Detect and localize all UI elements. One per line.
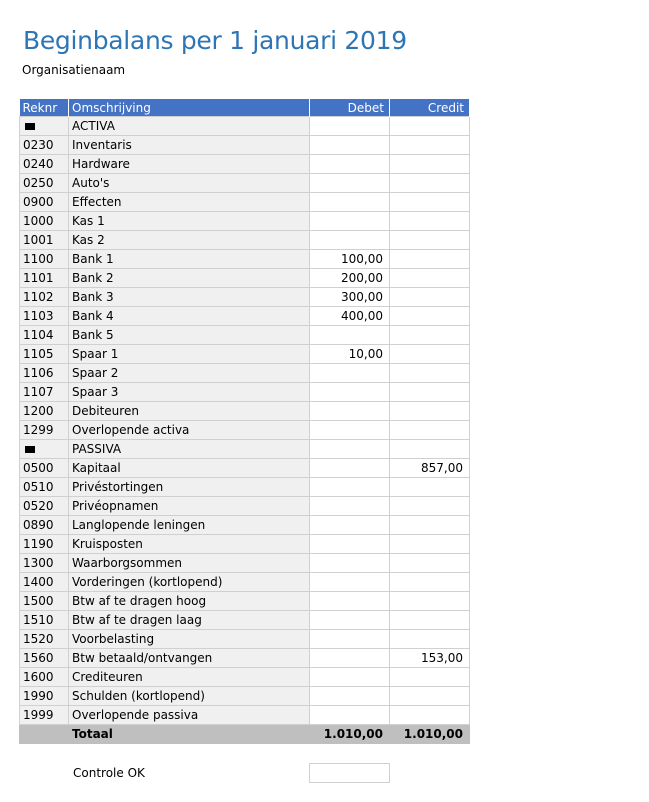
table-row [20, 478, 470, 497]
reknr-cell[interactable]: 1510 [20, 611, 69, 630]
debet-cell[interactable] [310, 668, 390, 687]
total-credit[interactable]: 1.010,00 [390, 725, 470, 744]
omschrijving-cell[interactable]: Crediteuren [69, 668, 310, 687]
reknr-cell[interactable]: 1106 [20, 364, 69, 383]
table-row [20, 573, 470, 592]
omschrijving-cell[interactable]: Voorbelasting [69, 630, 310, 649]
table-row [20, 630, 470, 649]
table-row [20, 554, 470, 573]
credit-cell[interactable] [390, 592, 470, 611]
omschrijving-cell[interactable]: Btw af te dragen hoog [69, 592, 310, 611]
credit-cell[interactable] [390, 497, 470, 516]
debet-cell[interactable] [310, 383, 390, 402]
section-row [20, 117, 470, 136]
reknr-cell[interactable]: 0900 [20, 193, 69, 212]
reknr-cell[interactable]: 1101 [20, 269, 69, 288]
omschrijving-cell[interactable]: Privéopnamen [69, 497, 310, 516]
reknr-cell[interactable]: 1520 [20, 630, 69, 649]
reknr-cell[interactable]: 0240 [20, 155, 69, 174]
debet-cell[interactable] [310, 212, 390, 231]
credit-cell[interactable] [390, 155, 470, 174]
omschrijving-cell[interactable]: Btw af te dragen laag [69, 611, 310, 630]
debet-cell[interactable] [310, 326, 390, 345]
credit-cell[interactable] [390, 136, 470, 155]
page-title: Beginbalans per 1 januari 2019 [23, 26, 407, 55]
credit-cell[interactable] [390, 117, 470, 136]
credit-cell[interactable] [390, 307, 470, 326]
credit-cell[interactable] [390, 193, 470, 212]
debet-cell[interactable] [310, 554, 390, 573]
omschrijving-cell[interactable]: Bank 2 [69, 269, 310, 288]
controle-label: Controle OK [73, 766, 145, 780]
reknr-cell[interactable]: 1600 [20, 668, 69, 687]
debet-cell[interactable] [310, 136, 390, 155]
credit-cell[interactable] [390, 174, 470, 193]
omschrijving-cell[interactable]: Kas 1 [69, 212, 310, 231]
table-row [20, 383, 470, 402]
omschrijving-cell[interactable]: Spaar 1 [69, 345, 310, 364]
table-header-row [20, 99, 470, 117]
credit-cell[interactable] [390, 668, 470, 687]
table-row [20, 155, 470, 174]
omschrijving-cell[interactable]: Langlopende leningen [69, 516, 310, 535]
omschrijving-cell[interactable]: Inventaris [69, 136, 310, 155]
omschrijving-cell[interactable]: Vorderingen (kortlopend) [69, 573, 310, 592]
table-row [20, 231, 470, 250]
table-row [20, 364, 470, 383]
credit-cell[interactable] [390, 364, 470, 383]
table-row [20, 421, 470, 440]
table-row [20, 592, 470, 611]
debet-cell[interactable] [310, 155, 390, 174]
table-row [20, 136, 470, 155]
reknr-cell[interactable]: 1100 [20, 250, 69, 269]
table-row [20, 687, 470, 706]
total-label[interactable]: Totaal [69, 725, 310, 744]
omschrijving-cell[interactable]: Spaar 3 [69, 383, 310, 402]
table-row [20, 459, 470, 478]
omschrijving-cell[interactable]: Waarborgsommen [69, 554, 310, 573]
credit-cell[interactable] [390, 535, 470, 554]
credit-cell[interactable] [390, 212, 470, 231]
total-row [20, 725, 470, 744]
table-row [20, 288, 470, 307]
total-debet[interactable]: 1.010,00 [310, 725, 390, 744]
debet-cell[interactable] [310, 421, 390, 440]
total-code-cell[interactable] [20, 725, 69, 744]
omschrijving-cell[interactable]: Schulden (kortlopend) [69, 687, 310, 706]
reknr-cell[interactable]: 1001 [20, 231, 69, 250]
credit-cell[interactable] [390, 269, 470, 288]
organisation-name: Organisatienaam [22, 63, 126, 77]
reknr-cell[interactable]: 0520 [20, 497, 69, 516]
credit-cell[interactable] [390, 383, 470, 402]
debet-cell[interactable] [310, 706, 390, 725]
omschrijving-cell[interactable]: Effecten [69, 193, 310, 212]
omschrijving-cell[interactable]: Bank 4 [69, 307, 310, 326]
debet-cell[interactable]: 100,00 [310, 250, 390, 269]
debet-cell[interactable] [310, 478, 390, 497]
debet-cell[interactable] [310, 592, 390, 611]
debet-cell[interactable] [310, 687, 390, 706]
reknr-cell[interactable]: 0250 [20, 174, 69, 193]
credit-cell[interactable] [390, 516, 470, 535]
credit-cell[interactable] [390, 611, 470, 630]
omschrijving-cell[interactable]: Overlopende activa [69, 421, 310, 440]
table-row [20, 649, 470, 668]
credit-cell[interactable] [390, 440, 470, 459]
omschrijving-cell[interactable]: Hardware [69, 155, 310, 174]
table-row [20, 497, 470, 516]
reknr-cell[interactable]: 1400 [20, 573, 69, 592]
balance-table [19, 99, 470, 744]
table-row [20, 307, 470, 326]
debet-cell[interactable] [310, 231, 390, 250]
debet-cell[interactable] [310, 117, 390, 136]
debet-cell[interactable]: 400,00 [310, 307, 390, 326]
table-row [20, 269, 470, 288]
omschrijving-cell[interactable]: PASSIVA [69, 440, 310, 459]
debet-cell[interactable] [310, 497, 390, 516]
table-row [20, 174, 470, 193]
reknr-cell[interactable]: 1300 [20, 554, 69, 573]
table-row [20, 535, 470, 554]
reknr-cell[interactable]: 1500 [20, 592, 69, 611]
reknr-cell[interactable]: 1105 [20, 345, 69, 364]
reknr-cell[interactable]: 0890 [20, 516, 69, 535]
reknr-cell[interactable]: 1107 [20, 383, 69, 402]
debet-cell[interactable]: 200,00 [310, 269, 390, 288]
omschrijving-cell[interactable]: Kas 2 [69, 231, 310, 250]
section-marker-icon [25, 123, 35, 130]
credit-cell[interactable] [390, 554, 470, 573]
table-row [20, 193, 470, 212]
credit-cell[interactable]: 153,00 [390, 649, 470, 668]
header-omschrijving[interactable]: Omschrijving [69, 99, 310, 117]
credit-cell[interactable] [390, 630, 470, 649]
debet-cell[interactable] [310, 649, 390, 668]
credit-cell[interactable] [390, 345, 470, 364]
table-row [20, 611, 470, 630]
reknr-cell[interactable]: 1000 [20, 212, 69, 231]
credit-cell[interactable] [390, 573, 470, 592]
omschrijving-cell[interactable]: Bank 1 [69, 250, 310, 269]
credit-cell[interactable] [390, 250, 470, 269]
table-row [20, 402, 470, 421]
section-row [20, 440, 470, 459]
omschrijving-cell[interactable]: Auto's [69, 174, 310, 193]
credit-cell[interactable] [390, 231, 470, 250]
table-row [20, 668, 470, 687]
reknr-cell[interactable]: 0500 [20, 459, 69, 478]
credit-cell[interactable] [390, 288, 470, 307]
table-row [20, 326, 470, 345]
debet-cell[interactable] [310, 535, 390, 554]
omschrijving-cell[interactable]: Kapitaal [69, 459, 310, 478]
omschrijving-cell[interactable]: Kruisposten [69, 535, 310, 554]
reknr-cell[interactable]: 1200 [20, 402, 69, 421]
omschrijving-cell[interactable]: Spaar 2 [69, 364, 310, 383]
header-credit[interactable]: Credit [390, 99, 470, 117]
credit-cell[interactable] [390, 326, 470, 345]
debet-cell[interactable] [310, 573, 390, 592]
credit-cell[interactable]: 857,00 [390, 459, 470, 478]
debet-cell[interactable] [310, 459, 390, 478]
reknr-cell[interactable] [20, 440, 69, 459]
omschrijving-cell[interactable]: Privéstortingen [69, 478, 310, 497]
debet-cell[interactable] [310, 174, 390, 193]
credit-cell[interactable] [390, 421, 470, 440]
reknr-cell[interactable]: 1299 [20, 421, 69, 440]
reknr-cell[interactable]: 1990 [20, 687, 69, 706]
controle-cell[interactable] [309, 763, 390, 783]
reknr-cell[interactable]: 1102 [20, 288, 69, 307]
debet-cell[interactable] [310, 364, 390, 383]
reknr-cell[interactable]: 1103 [20, 307, 69, 326]
reknr-cell[interactable]: 1560 [20, 649, 69, 668]
table-row [20, 706, 470, 725]
reknr-cell[interactable]: 0510 [20, 478, 69, 497]
reknr-cell[interactable]: 1104 [20, 326, 69, 345]
reknr-cell[interactable]: 0230 [20, 136, 69, 155]
reknr-cell[interactable]: 1190 [20, 535, 69, 554]
debet-cell[interactable]: 10,00 [310, 345, 390, 364]
debet-cell[interactable] [310, 440, 390, 459]
reknr-cell[interactable] [20, 117, 69, 136]
credit-cell[interactable] [390, 706, 470, 725]
table-row [20, 516, 470, 535]
credit-cell[interactable] [390, 687, 470, 706]
omschrijving-cell[interactable]: Bank 3 [69, 288, 310, 307]
omschrijving-cell[interactable]: Bank 5 [69, 326, 310, 345]
table-row [20, 212, 470, 231]
debet-cell[interactable] [310, 193, 390, 212]
table-row [20, 250, 470, 269]
debet-cell[interactable] [310, 516, 390, 535]
section-marker-icon [25, 446, 35, 453]
header-reknr[interactable]: Reknr [20, 99, 69, 117]
credit-cell[interactable] [390, 478, 470, 497]
debet-cell[interactable]: 300,00 [310, 288, 390, 307]
omschrijving-cell[interactable]: Btw betaald/ontvangen [69, 649, 310, 668]
omschrijving-cell[interactable]: Debiteuren [69, 402, 310, 421]
debet-cell[interactable] [310, 402, 390, 421]
omschrijving-cell[interactable]: Overlopende passiva [69, 706, 310, 725]
debet-cell[interactable] [310, 611, 390, 630]
debet-cell[interactable] [310, 630, 390, 649]
reknr-cell[interactable]: 1999 [20, 706, 69, 725]
credit-cell[interactable] [390, 402, 470, 421]
table-row [20, 345, 470, 364]
omschrijving-cell[interactable]: ACTIVA [69, 117, 310, 136]
header-debet[interactable]: Debet [310, 99, 390, 117]
